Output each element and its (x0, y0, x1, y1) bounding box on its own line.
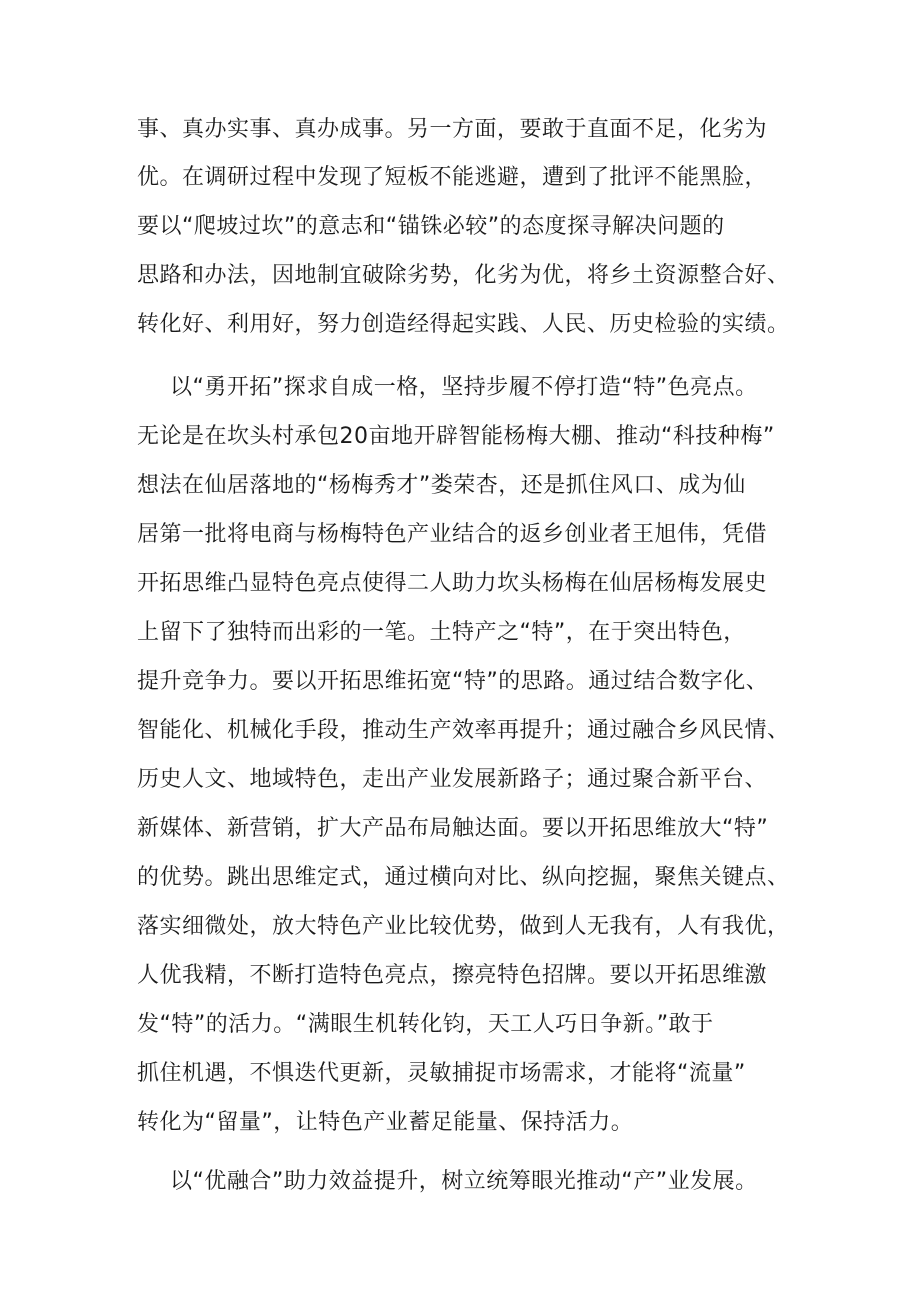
paragraph-line: 事、真办实事、真办成事。另一方面，要敢于直面不足，化劣为 (137, 117, 768, 142)
paragraph-line: 居第一批将电商与杨梅特色产业结合的返乡创业者王旭伟，凭借 (137, 522, 768, 547)
paragraph-line: 无论是在坎头村承包20亩地开辟智能杨梅大棚、推动“科技种梅” (137, 424, 775, 449)
paragraph-line: 思路和办法，因地制宜破除劣势，化劣为优，将乡土资源整合好、 (137, 263, 790, 288)
paragraph-line: 上留下了独特而出彩的一笔。土特产之“特”，在于突出特色， (137, 620, 746, 645)
paragraph-line: 历史人文、地域特色，走出产业发展新路子；通过聚合新平台、 (137, 767, 768, 792)
paragraph-line: 优。在调研过程中发现了短板不能逃避，遭到了批评不能黑脸， (137, 165, 768, 190)
paragraph-line: 转化好、利用好，努力创造经得起实践、人民、历史检验的实绩。 (137, 312, 790, 337)
paragraph-line: 落实细微处，放大特色产业比较优势，做到人无我有，人有我优， (137, 914, 790, 939)
paragraph-line: 以“勇开拓”探求自成一格，坚持步履不停打造“特”色亮点。 (170, 375, 758, 400)
paragraph-line: 以“优融合”助力效益提升，树立统筹眼光推动“产”业发展。 (170, 1169, 758, 1194)
paragraph-line: 要以“爬坡过坎”的意志和“锚铢必较”的态度探寻解决问题的 (137, 214, 725, 239)
paragraph-line: 发“特”的活力。“满眼生机转化钧，天工人巧日争新。”敢于 (137, 1012, 714, 1037)
paragraph-line: 人优我精，不断打造特色亮点，擦亮特色招牌。要以开拓思维激 (137, 963, 768, 988)
paragraph-line: 开拓思维凸显特色亮点使得二人助力坎头杨梅在仙居杨梅发展史 (137, 571, 768, 596)
paragraph-line: 想法在仙居落地的“杨梅秀才”娄荣杏，还是抓住风口、成为仙 (137, 473, 746, 498)
paragraph-line: 智能化、机械化手段，推动生产效率再提升；通过融合乡风民情、 (137, 718, 790, 743)
paragraph-line: 提升竞争力。要以开拓思维拓宽“特”的思路。通过结合数字化、 (137, 669, 769, 694)
paragraph-line: 新媒体、新营销，扩大产品布局触达面。要以开拓思维放大“特” (137, 816, 769, 841)
paragraph-line: 的优势。跳出思维定式，通过横向对比、纵向挖掘，聚焦关键点、 (137, 865, 790, 890)
paragraph-line: 转化为“留量”，让特色产业蓄足能量、保持活力。 (137, 1110, 634, 1135)
paragraph-line: 抓住机遇，不惧迭代更新，灵敏捕捉市场需求，才能将“流量” (137, 1061, 746, 1086)
